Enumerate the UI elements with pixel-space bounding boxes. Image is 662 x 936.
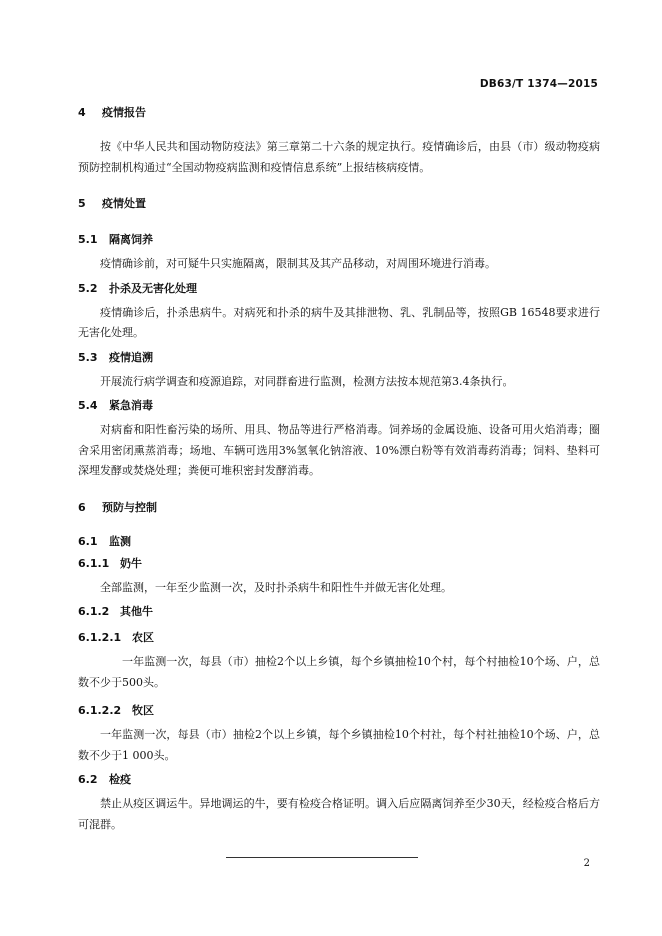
paragraph: 对病畜和阳性畜污染的场所、用具、物品等进行严格消毒。饲养场的金属设施、设备可用火焰消毒；圈舍采用密闭熏蒸消毒；场地、车辆可选用3%氢氧化钠溶液、10%漂白粉等有效消毒药消毒；饲料、垫料可深埋发酵或焚烧处理；粪便可堆积密封发酵消毒。 [78,423,600,477]
section-number: 6.1.1 [78,556,110,570]
paragraph: 疫情确诊后，扑杀患病牛。对病死和扑杀的病牛及其排泄物、乳、乳制品等，按照GB 16548要求进行无害化处理。 [78,305,600,339]
section-title: 疫情追溯 [109,350,153,364]
section-heading [78,534,600,550]
section-heading [78,556,600,572]
section-number: 6.1.2 [78,605,110,618]
section-heading [78,604,600,620]
section-number: 5.1 [78,233,98,246]
section-title: 其他牛 [120,605,153,618]
section-title: 监测 [109,534,131,548]
section-title: 疫情报告 [102,106,146,119]
section-heading [78,232,600,248]
section-heading [78,703,600,719]
section-heading [78,630,600,646]
section-number: 6.1.2.1 [78,631,122,644]
section-title: 隔离饲养 [109,233,153,246]
section-title: 紧急消毒 [109,399,153,412]
section-title: 农区 [132,631,154,644]
section-title: 检疫 [109,773,131,786]
section-number: 6.1.2.2 [78,704,122,717]
section-number: 5 [78,197,86,210]
section-heading [78,500,600,516]
paragraph: 全部监测，一年至少监测一次，及时扑杀病牛和阳性牛并做无害化处理。 [100,580,452,594]
paragraph: 一年监测一次，每县（市）抽检2个以上乡镇，每个乡镇抽检10个村，每个村抽检10个场、户，总数不少于500头。 [78,655,600,689]
section-title: 奶牛 [120,556,142,570]
paragraph: 开展流行病学调查和疫源追踪，对同群畜进行监测，检测方法按本规范第3.4条执行。 [100,374,514,388]
document-code: DB63/T 1374—2015 [479,78,598,90]
section-title: 扑杀及无害化处理 [109,281,197,295]
section-number: 5.3 [78,350,98,364]
section-number: 5.2 [78,281,98,295]
section-heading [78,772,600,788]
page-number: 2 [583,858,590,869]
paragraph: 按《中华人民共和国动物防疫法》第三章第二十六条的规定执行。疫情确诊后，由县（市）级动物疫病预防控制机构通过“全国动物疫病监测和疫情信息系统”上报结核病疫情。 [78,140,600,174]
section-number: 6.1 [78,534,98,548]
paragraph: 疫情确诊前，对可疑牛只实施隔离，限制其及其产品移动，对周围环境进行消毒。 [100,257,496,270]
section-number: 4 [78,106,86,119]
paragraph: 禁止从疫区调运牛。异地调运的牛，要有检疫合格证明。调入后应隔离饲养至少30天，经检疫合格后方可混群。 [78,797,600,831]
section-number: 6.2 [78,773,98,786]
section-number: 6 [78,500,86,514]
footer-divider [226,857,418,858]
section-title: 预防与控制 [102,500,157,514]
section-heading [78,196,600,212]
section-number: 5.4 [78,399,98,412]
section-heading [78,398,600,414]
section-heading [78,281,600,297]
section-title: 疫情处置 [102,197,146,210]
section-heading [78,350,600,366]
section-heading [78,105,600,121]
document-body [78,105,600,835]
section-title: 牧区 [132,704,154,717]
paragraph: 一年监测一次，每县（市）抽检2个以上乡镇，每个乡镇抽检10个村社，每个村社抽检10个场、户，总数不少于1 000头。 [78,728,600,762]
